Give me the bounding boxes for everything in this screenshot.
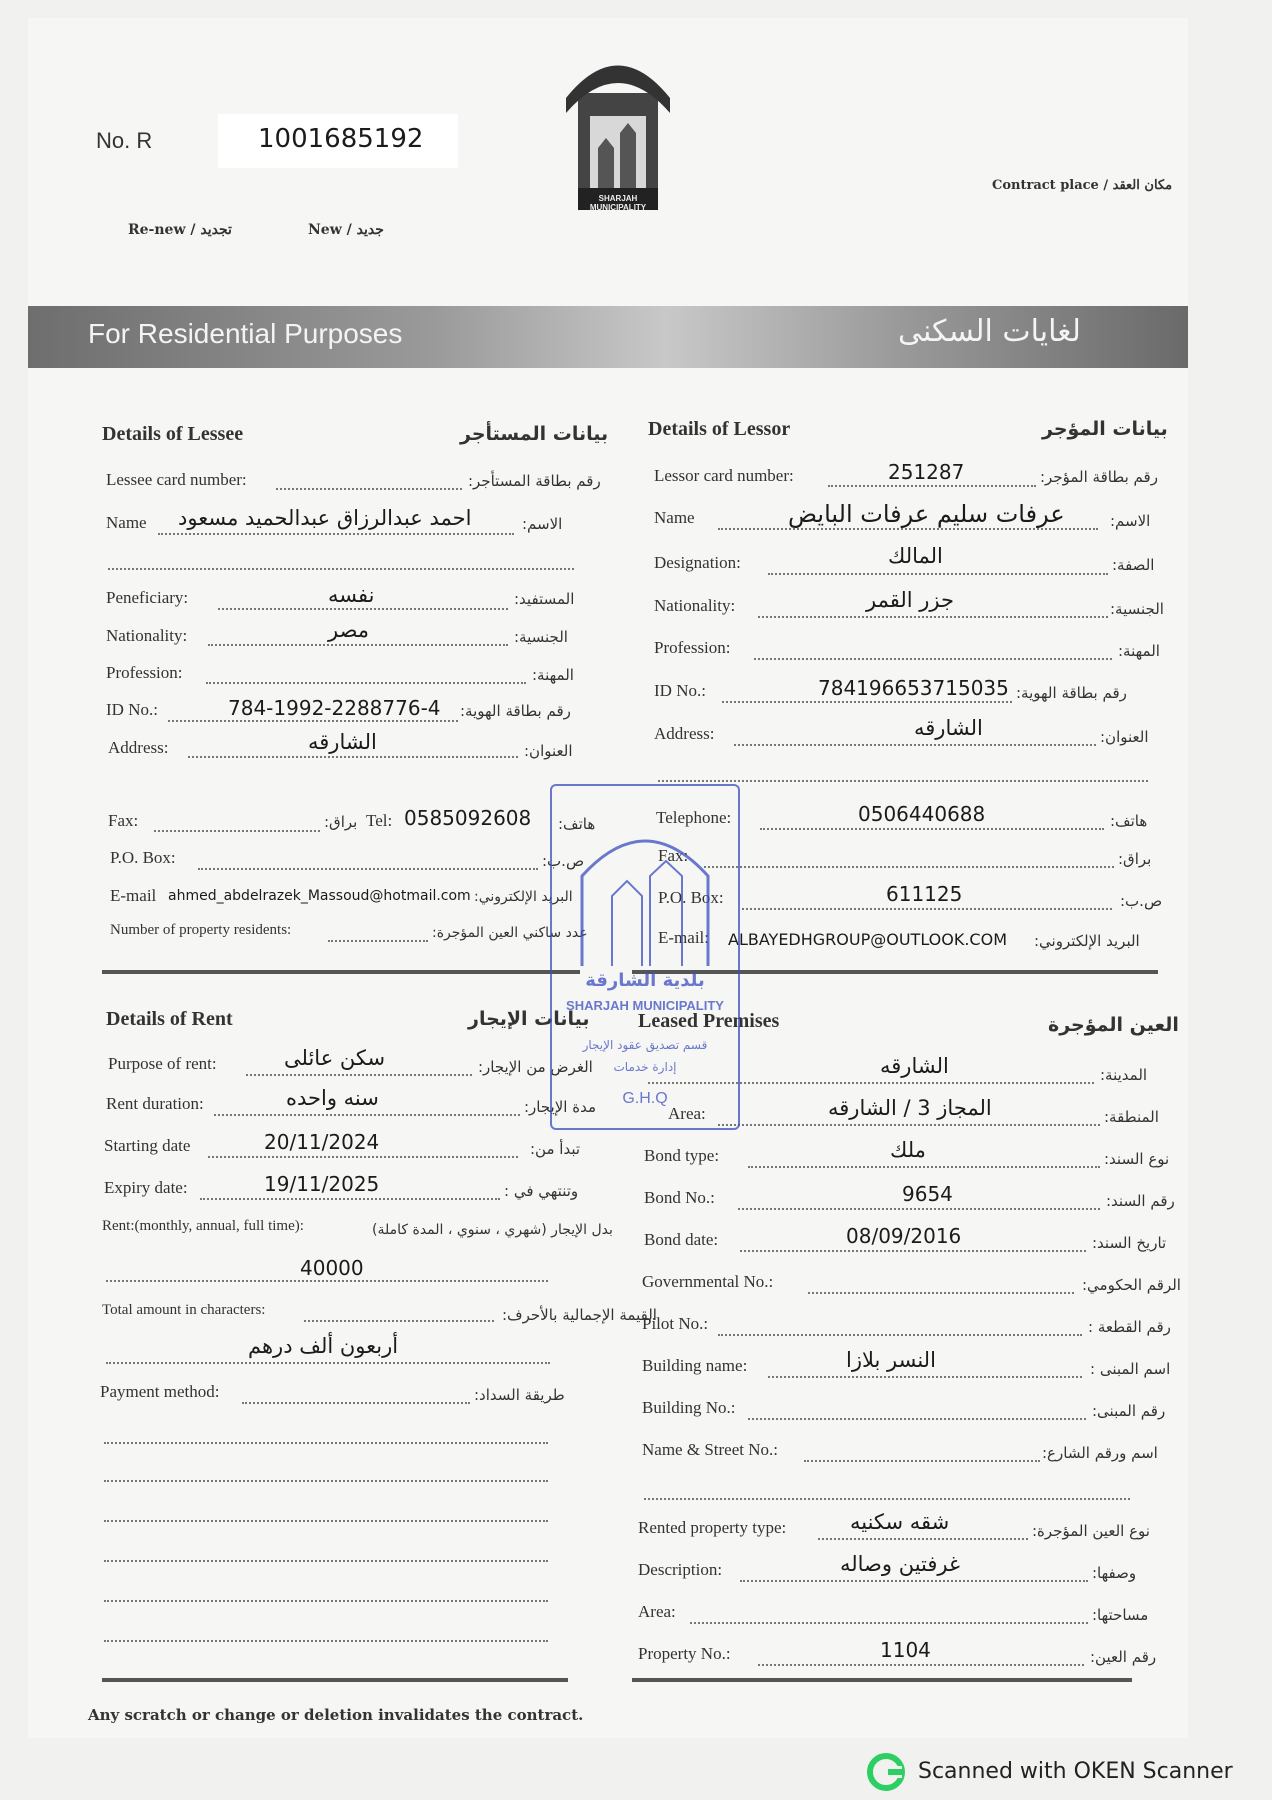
lessor-card-label-ar: رقم بطاقة المؤجر: [1040,468,1158,486]
premises-title-ar: العين المؤجرة [1048,1014,1179,1036]
premises-city: الشارقه [880,1054,949,1078]
bond-date: 08/09/2016 [846,1224,962,1248]
lessor-designation-label: Designation: [654,553,741,572]
lessor-nationality-label-ar: الجنسية: [1110,600,1164,618]
lessor-address-label: Address: [654,724,715,743]
lessee-fax-label: Fax: [108,811,139,830]
lessee-beneficiary-label-ar: المستفيد: [514,590,575,608]
rent-payment-label-ar: طريقة السداد: [474,1386,565,1404]
contract-place: Contract place / مكان العقد [992,178,1173,193]
rent-duration: سنه واحده [286,1086,379,1110]
lessor-tel-label: Telephone: [656,808,732,827]
rent-expiry-label: Expiry date: [104,1178,188,1197]
bond-date-label: Bond date: [644,1230,719,1249]
street-label-ar: اسم ورقم الشارع: [1042,1444,1158,1462]
street-label: Name & Street No.: [642,1440,778,1459]
rent-title-ar: بيانات الإيجار [468,1008,590,1030]
lessee-tel-label-ar: هاتف: [558,815,596,833]
rent-amount: 40000 [300,1256,364,1280]
lessor-email-label: E-mail: [658,928,709,947]
building-no-label: Building No.: [642,1398,736,1417]
bond-type-label-ar: نوع السند: [1104,1150,1170,1168]
lessor-title: Details of Lessor [648,418,791,440]
lessee-email-label: E-mail [110,886,157,905]
property-no: 1104 [880,1638,931,1662]
size-label-ar: مساحتها: [1092,1606,1149,1624]
rent-purpose: سكن عائلى [284,1046,386,1070]
bond-no-label: Bond No.: [644,1188,715,1207]
lessor-name: عرفات سليم عرفات البايض [788,500,1065,528]
lessee-tel: 0585092608 [404,806,532,830]
lessor-fax-label: Fax: [658,846,689,865]
lessee-beneficiary-label: Peneficiary: [106,588,189,607]
rent-title: Details of Rent [106,1008,233,1030]
rent-purpose-label-ar: الغرض من الإيجار: [478,1058,593,1076]
contract-number-label: No. R [96,128,153,153]
rent-start-label: Starting date [104,1136,191,1155]
scanner-watermark [866,1752,1246,1792]
property-type-label: Rented property type: [638,1518,787,1537]
scanner-logo-icon [866,1752,906,1792]
lessee-residents-label: Number of property residents: [110,922,292,938]
lessee-name: احمد عبدالرزاق عبدالحميد مسعود [178,506,472,530]
lessor-po-label-ar: ص.ب: [1120,892,1163,910]
description-label-ar: وصفها: [1092,1564,1137,1582]
lessee-tel-label: Tel: [366,811,393,830]
lessee-id-label: ID No.: [106,700,158,719]
lessor-nationality-label: Nationality: [654,596,736,615]
rent-total: أربعون ألف درهم [248,1334,399,1358]
rent-start-label-ar: تبدأ من: [530,1140,581,1158]
lessee-title: Details of Lessee [102,423,244,445]
lessor-po: 611125 [886,882,963,906]
lessor-title-ar: بيانات المؤجر [1042,418,1168,440]
bond-type: ملك [890,1138,926,1162]
property-no-label: Property No.: [638,1644,731,1663]
lessor-tel-label-ar: هاتف: [1110,812,1148,830]
lessee-id-label-ar: رقم بطاقة الهوية: [460,702,571,720]
stamp-line-5: G.H.Q [622,1090,668,1107]
lessor-card: 251287 [888,460,965,484]
banner-arabic: لغايات السكنى [898,314,1081,349]
rent-start: 20/11/2024 [264,1130,380,1154]
lessor-nationality: جزر القمر [866,588,954,612]
lessor-po-label: P.O. Box: [658,888,724,907]
municipality-stamp [550,784,740,1130]
governmental-no-label-ar: الرقم الحكومي: [1082,1276,1181,1294]
lessee-fax-label-ar: براق: [324,813,358,831]
property-type: شقه سكنيه [850,1510,950,1534]
description: غرفتين وصاله [840,1552,960,1576]
rent-duration-label-ar: مدة الإيجار: [524,1098,596,1116]
rent-payment-label: Payment method: [100,1382,220,1401]
stamp-line-2: SHARJAH MUNICIPALITY [566,998,724,1013]
rent-duration-label: Rent duration: [106,1094,204,1113]
lessor-profession-label-ar: المهنة: [1118,642,1160,660]
lessor-id: 784196653715035 [818,676,1009,700]
premises-city-label-ar: المدينة: [1100,1066,1148,1084]
premises-area-label-ar: المنطقة: [1104,1108,1159,1126]
bond-no: 9654 [902,1182,953,1206]
lessor-address: الشارقه [914,716,983,740]
lessee-title-ar: بيانات المستأجر [460,423,609,445]
rent-expiry: 19/11/2025 [264,1172,380,1196]
rent-total-label: Total amount in characters: [102,1302,266,1318]
plot-no-label: Pilot No.: [642,1314,709,1333]
lessee-address-label: Address: [108,738,169,757]
lessee-residents-label-ar: عدد ساكني العين المؤجرة: [432,925,588,941]
premises-area: المجاز 3 / الشارقه [828,1096,992,1120]
lessee-nationality-label-ar: الجنسية: [514,628,568,646]
lessee-address-label-ar: العنوان: [524,742,573,760]
purpose-banner [28,306,1188,368]
lessor-designation-label-ar: الصفة: [1112,556,1155,574]
renew-option: Re-new / تجديد [128,222,232,238]
governmental-no-label: Governmental No.: [642,1272,774,1291]
building-name-label-ar: اسم المبنى : [1090,1360,1171,1378]
plot-no-label-ar: رقم القطعة : [1088,1318,1171,1336]
description-label: Description: [638,1560,723,1579]
building-name: النسر بلازا [846,1348,936,1372]
contract-number: 1001685192 [258,124,424,154]
scanner-text: Scanned with OKEN Scanner [918,1759,1233,1784]
bond-no-label-ar: رقم السند: [1106,1192,1175,1210]
property-type-label-ar: نوع العين المؤجرة: [1032,1522,1150,1540]
lessee-name-label: Name [106,513,147,532]
lessor-profession-label: Profession: [654,638,731,657]
stamp-line-4: إدارة خدمات [613,1060,677,1074]
lessee-card-label: Lessee card number: [106,470,247,489]
size-label: Area: [638,1602,676,1621]
rent-total-label-ar: القيمة الإجمالية بالأحرف: [502,1306,657,1324]
contract-number-box [218,114,458,168]
banner-english: For Residential Purposes [88,318,403,349]
bond-type-label: Bond type: [644,1146,720,1165]
lessee-beneficiary: نفسه [328,583,375,607]
lessee-id: 784-1992-2288776-4 [228,696,441,720]
lessee-email-label-ar: البريد الإلكتروني: [474,889,573,905]
lessor-name-label-ar: الاسم: [1110,512,1151,530]
lessor-name-label: Name [654,508,695,527]
lessor-address-label-ar: العنوان: [1100,728,1149,746]
lessee-profession-label: Profession: [106,663,183,682]
lessor-fax-label-ar: براق: [1118,850,1152,868]
building-name-label: Building name: [642,1356,748,1375]
premises-title: Leased Premises [638,1010,780,1032]
lessee-name-label-ar: الاسم: [522,515,563,533]
lessor-designation: المالك [888,544,943,568]
lessee-nationality: مصر [328,618,370,642]
property-no-label-ar: رقم العين: [1090,1648,1157,1666]
lessor-tel: 0506440688 [858,802,986,826]
lessor-card-label: Lessor card number: [654,466,794,485]
lessee-address: الشارقه [308,730,377,754]
rent-amount-label-ar: بدل الإيجار (شهري ، سنوي ، المدة كاملة) [372,1222,613,1238]
lessor-id-label-ar: رقم بطاقة الهوية: [1016,684,1127,702]
lessor-id-label: ID No.: [654,681,706,700]
rent-purpose-label: Purpose of rent: [108,1054,217,1073]
lessee-po-label: P.O. Box: [110,848,176,867]
lessor-email-label-ar: البريد الإلكتروني: [1034,932,1140,950]
building-no-label-ar: رقم المبنى: [1092,1402,1166,1420]
footer-notice: Any scratch or change or deletion invalidates the contract. [88,1706,584,1724]
contract-page [28,18,1188,1738]
new-option: New / جديد [308,222,384,238]
lessee-card-label-ar: رقم بطاقة المستأجر: [468,472,601,490]
lessee-profession-label-ar: المهنة: [532,666,574,684]
lessor-email: ALBAYEDHGROUP@OUTLOOK.COM [728,930,1007,949]
rent-expiry-label-ar: وتنتهي في : [504,1182,579,1200]
sharjah-municipality-logo [558,38,678,213]
rent-amount-label: Rent:(monthly, annual, full time): [102,1218,304,1234]
lessee-email: ahmed_abdelrazek_Massoud@hotmail.com [168,888,471,904]
lessee-nationality-label: Nationality: [106,626,188,645]
lessee-po-label-ar: ص.ب: [542,852,585,870]
stamp-line-3: قسم تصديق عقود الإيجار [582,1038,708,1052]
bond-date-label-ar: تاريخ السند: [1092,1234,1167,1252]
premises-area-label: Area: [668,1104,706,1123]
logo-caption: SHARJAH MUNICIPALITY [589,194,647,212]
stamp-line-1: بلدية الشارقة [585,970,705,991]
